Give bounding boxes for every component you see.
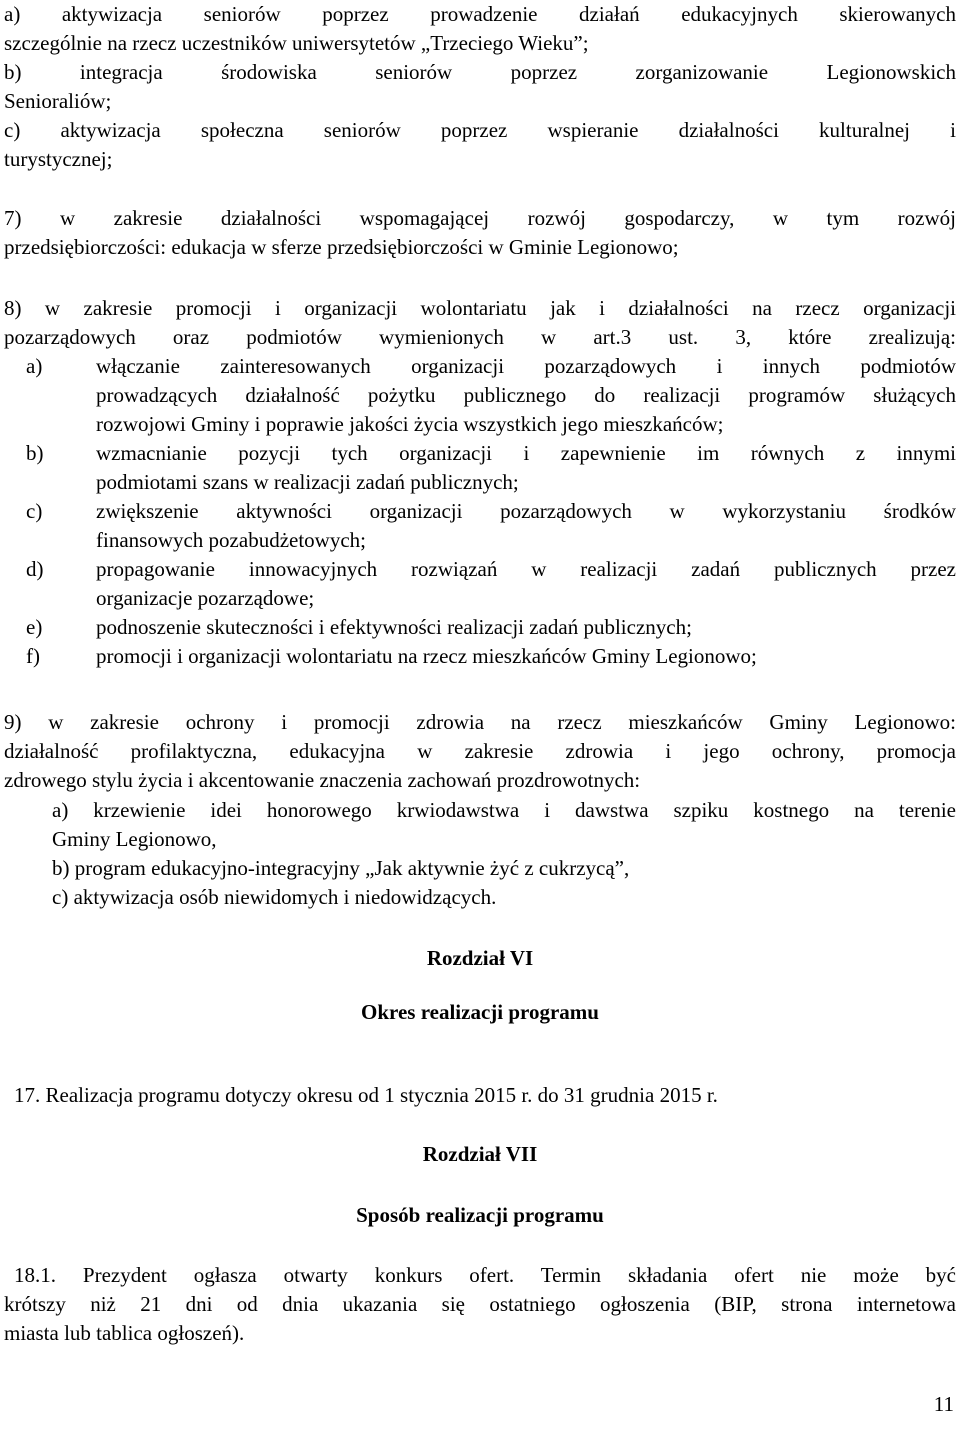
text-line: miasta lub tablica ogłoszeń). xyxy=(4,1321,245,1345)
chapter-subtitle: Sposób realizacji programu xyxy=(356,1203,604,1227)
list-item-label: a) xyxy=(26,354,43,378)
text-line: włączanie zainteresowanych organizacji pozarządowych i innych podmiotów xyxy=(96,354,956,378)
list-item-label: b) xyxy=(26,441,44,465)
text-line: podmiotami szans w realizacji zadań publicznych; xyxy=(96,470,519,494)
text-line: rozwojowi Gminy i poprawie jakości życia wszystkich jego mieszkańców; xyxy=(96,412,724,436)
text-line: a) krzewienie idei honorowego krwiodawstwa i dawstwa szpiku kostnego na terenie xyxy=(52,798,956,822)
text-line: organizacje pozarządowe; xyxy=(96,586,315,610)
text-line: promocji i organizacji wolontariatu na rzecz mieszkańców Gminy Legionowo; xyxy=(96,644,757,668)
section-6-items xyxy=(4,0,956,174)
text-line: propagowanie innowacyjnych rozwiązań w realizacji zadań publicznych przez xyxy=(96,557,956,581)
text-line: pozarządowych oraz podmiotów wymienionych w art.3 ust. 3, które zrealizują: xyxy=(4,325,956,349)
section-8-items xyxy=(26,352,956,671)
section-18 xyxy=(4,1261,956,1348)
list-item xyxy=(26,352,956,439)
text-line: zdrowego stylu życia i akcentowanie znaczenia zachowań prozdrowotnych: xyxy=(4,768,641,792)
text-line: b) program edukacyjno-integracyjny „Jak aktywnie żyć z cukrzycą”, xyxy=(52,856,630,880)
list-item-label: e) xyxy=(26,615,43,639)
page-number: 11 xyxy=(933,1392,954,1416)
section-17: 17. Realizacja programu dotyczy okresu od 1 stycznia 2015 r. do 31 grudnia 2015 r. xyxy=(14,1083,718,1107)
list-item xyxy=(26,439,956,497)
chapter-title: Rozdział VII xyxy=(422,1142,538,1166)
list-item-label: f) xyxy=(26,644,40,668)
text-line: krótszy niż 21 dni od dnia ukazania się ostatniego ogłoszenia (BIP, strona internetowa xyxy=(4,1292,956,1316)
text-line: Gminy Legionowo, xyxy=(52,827,217,851)
text-line: finansowych pozabudżetowych; xyxy=(96,528,366,552)
text-line: podnoszenie skuteczności i efektywności realizacji zadań publicznych; xyxy=(96,615,692,639)
text-line: wzmacnianie pozycji tych organizacji i zapewnienie im równych z innymi xyxy=(96,441,956,465)
list-item xyxy=(26,613,956,642)
text-line: b) integracja środowiska seniorów poprzez zorganizowanie Legionowskich xyxy=(4,60,956,84)
text-line: 9) w zakresie ochrony i promocji zdrowia na rzecz mieszkańców Gminy Legionowo: xyxy=(4,710,956,734)
section-8 xyxy=(4,294,956,352)
list-item-label: d) xyxy=(26,557,44,581)
text-line: turystycznej; xyxy=(4,147,113,171)
text-line: c) aktywizacja społeczna seniorów poprzez wspieranie działalności kulturalnej i xyxy=(4,118,956,142)
text-line: 7) w zakresie działalności wspomagającej rozwój gospodarczy, w tym rozwój xyxy=(4,206,956,230)
text-line: a) aktywizacja seniorów poprzez prowadzenie działań edukacyjnych skierowanych xyxy=(4,2,956,26)
text-line: Senioraliów; xyxy=(4,89,112,113)
text-line: c) aktywizacja osób niewidomych i niedowidzących. xyxy=(52,885,497,909)
text-line: 18.1. Prezydent ogłasza otwarty konkurs ofert. Termin składania ofert nie może być xyxy=(14,1263,956,1287)
section-9-items xyxy=(4,796,956,912)
section-7 xyxy=(4,204,956,262)
text-line: zwiększenie aktywności organizacji pozarządowych w wykorzystaniu środków xyxy=(96,499,956,523)
chapter-subtitle: Okres realizacji programu xyxy=(361,1000,599,1024)
text-line: 8) w zakresie promocji i organizacji wolontariatu jak i działalności na rzecz organizacji xyxy=(4,296,956,320)
section-9 xyxy=(4,708,956,795)
text-line: szczególnie na rzecz uczestników uniwersytetów „Trzeciego Wieku”; xyxy=(4,31,589,55)
chapter-title: Rozdział VI xyxy=(426,946,534,970)
text-line: prowadzących działalność pożytku publicznego do realizacji programów służących xyxy=(96,383,956,407)
list-item xyxy=(26,642,956,671)
list-item xyxy=(26,497,956,555)
list-item xyxy=(26,555,956,613)
text-line: przedsiębiorczości: edukacja w sferze przedsiębiorczości w Gminie Legionowo; xyxy=(4,235,679,259)
text-line: działalność profilaktyczna, edukacyjna w zakresie zdrowia i jego ochrony, promocja xyxy=(4,739,956,763)
list-item-label: c) xyxy=(26,499,43,523)
